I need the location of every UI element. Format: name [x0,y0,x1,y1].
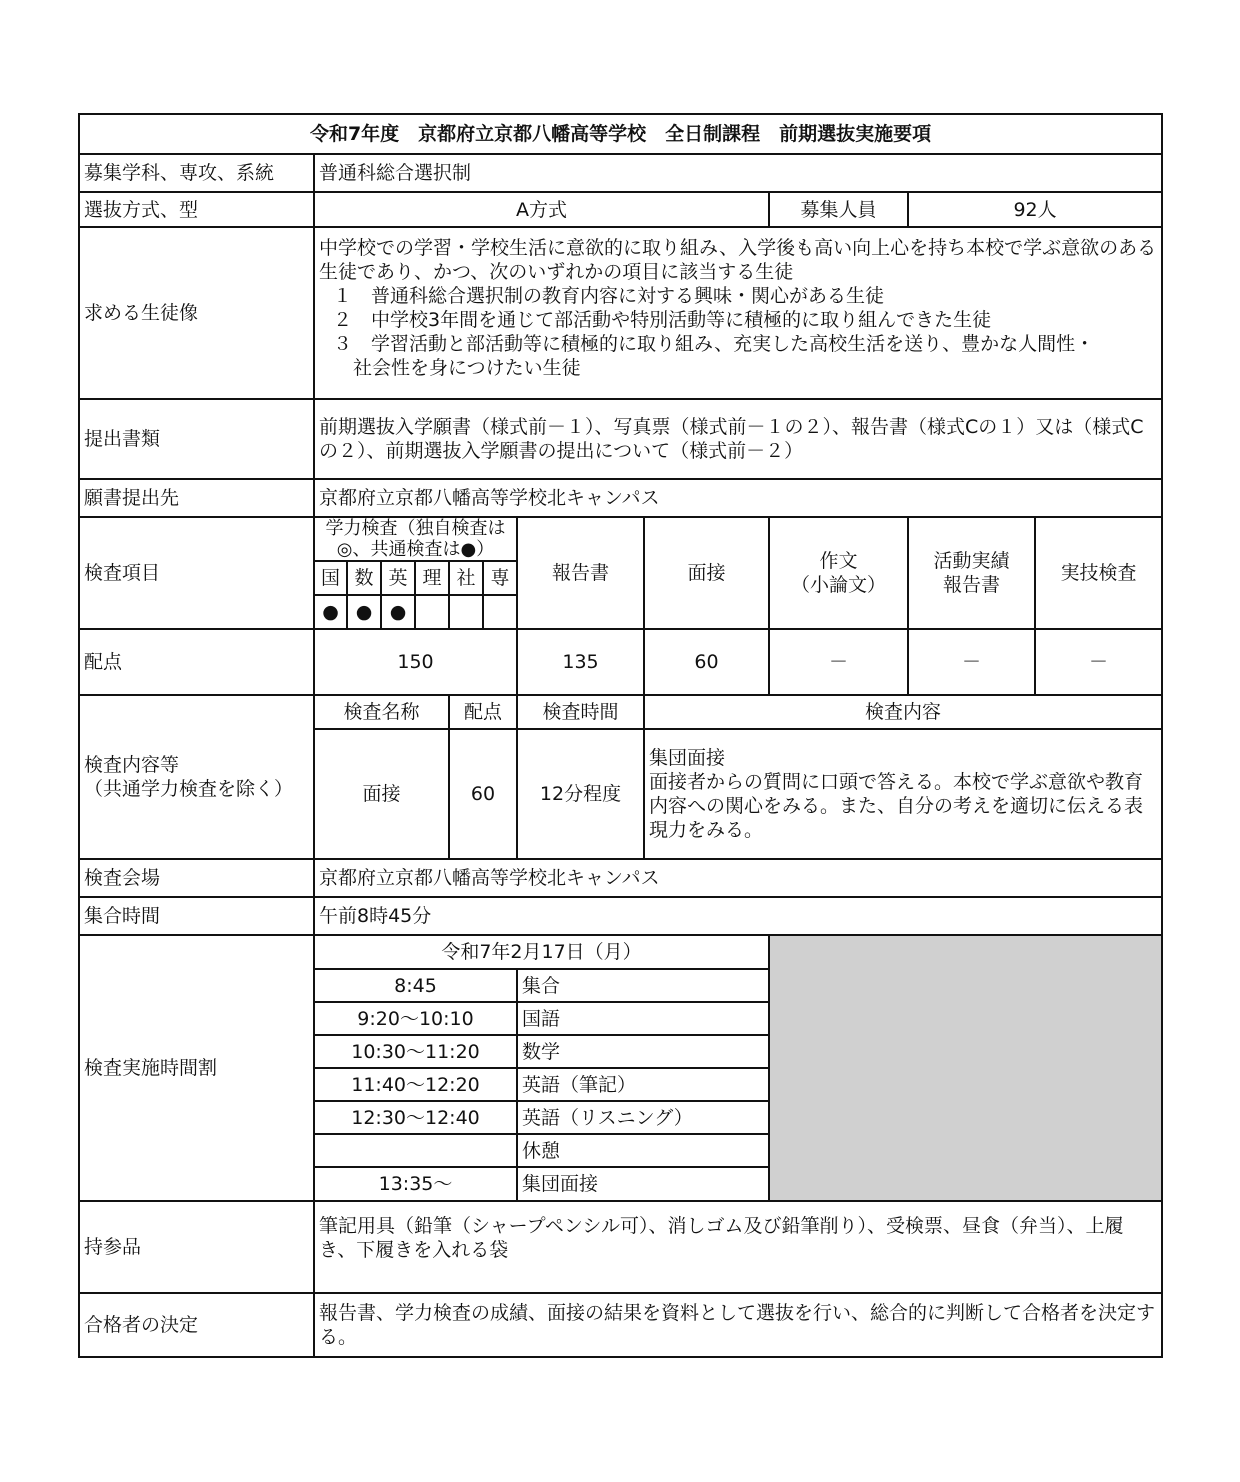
content-header-content: 検査内容 [644,695,1162,729]
row-method [79,192,1162,227]
activity-line2: 報告書 [942,574,1000,596]
subject-japanese: 国 [314,561,347,595]
subject-science: 理 [415,561,449,595]
points-academic: 150 [314,629,517,695]
content-name: 面接 [314,729,449,859]
schedule-event: 英語（リスニング） [517,1101,769,1134]
activity-header [908,517,1035,629]
ideal-intro: 中学校での学習・学校生活に意欲的に取り組み、入学後も高い向上心を持ち本校で学ぶ意欲のある生徒であり、かつ、次のいずれかの項目に該当する生徒 [319,237,1157,283]
ideal-item-3-cont: 社会性を身につけたい生徒 [353,357,581,379]
subject-english: 英 [381,561,415,595]
decision-value: 報告書、学力検査の成績、面接の結果を資料として選抜を行い、総合的に判断して合格者を決定する。 [314,1293,1162,1357]
mark-math: ● [347,595,381,629]
row-ideal-student [79,227,1162,399]
content-detail-line2: 面接者からの質問に口頭で答える。本校で学ぶ意欲や教育内容への関心をみる。また、自分の考えを適切に伝える表現力をみる。 [649,771,1144,841]
points-essay: － [769,629,908,695]
schedule-date: 令和7年2月17日（月） [314,935,769,969]
points-report: 135 [517,629,644,695]
mark-social [449,595,483,629]
belongings-value: 筆記用具（鉛筆（シャープペンシル可）、消しゴム及び鉛筆削り）、受検票、昼食（弁当）、上履き、下履きを入れる袋 [314,1201,1162,1293]
gather-value: 午前8時45分 [314,897,1162,935]
row-decision [79,1293,1162,1357]
row-belongings [79,1201,1162,1293]
subject-special: 専 [483,561,517,595]
row-department [79,154,1162,192]
report-header: 報告書 [517,517,644,629]
points-label: 配点 [79,629,314,695]
row-venue [79,859,1162,897]
schedule-time: 11:40～12:20 [314,1068,517,1101]
capacity-label: 募集人員 [769,192,908,227]
gather-label: 集合時間 [79,897,314,935]
capacity-value: 92人 [908,192,1162,227]
points-activity: － [908,629,1035,695]
points-practical: － [1035,629,1162,695]
method-value: A方式 [314,192,769,227]
content-time: 12分程度 [517,729,644,859]
row-content-header [79,695,1162,729]
schedule-time: 13:35～ [314,1167,517,1201]
content-detail-line1: 集団面接 [649,747,726,769]
schedule-time [314,1134,517,1167]
schedule-time: 8:45 [314,969,517,1002]
exam-guideline-table [78,113,1163,1358]
content-label-line2: （共通学力検査を除く） [84,778,294,800]
row-documents [79,399,1162,479]
schedule-blank-area [769,935,1162,1201]
activity-line1: 活動実績 [933,550,1010,572]
ideal-item-3: ３ 学習活動と部活動等に積極的に取り組み、充実した高校生活を送り、豊かな人間性・ [333,333,1095,355]
content-header-name: 検査名称 [314,695,449,729]
schedule-event: 集合 [517,969,769,1002]
ideal-label: 求める生徒像 [79,227,314,399]
mark-special [483,595,517,629]
schedule-event: 休憩 [517,1134,769,1167]
department-label: 募集学科、専攻、系統 [79,154,314,192]
ideal-value [314,227,1162,399]
content-header-points: 配点 [449,695,517,729]
row-points [79,629,1162,695]
exam-items-label: 検査項目 [79,517,314,629]
points-interview: 60 [644,629,769,695]
ideal-item-1: １ 普通科総合選択制の教育内容に対する興味・関心がある生徒 [333,285,885,307]
document-title: 令和7年度 京都府立京都八幡高等学校 全日制課程 前期選抜実施要項 [79,114,1162,154]
venue-value: 京都府立京都八幡高等学校北キャンパス [314,859,1162,897]
schedule-event: 英語（筆記） [517,1068,769,1101]
practical-header: 実技検査 [1035,517,1162,629]
documents-label: 提出書類 [79,399,314,479]
document [78,113,1161,1358]
essay-header [769,517,908,629]
row-gather [79,897,1162,935]
schedule-time: 9:20～10:10 [314,1002,517,1035]
submit-to-value: 京都府立京都八幡高等学校北キャンパス [314,479,1162,517]
mark-science [415,595,449,629]
schedule-time: 12:30～12:40 [314,1101,517,1134]
ideal-item-2: ２ 中学校3年間を通じて部活動や特別活動等に積極的に取り組んできた生徒 [333,309,992,331]
content-label [79,695,314,859]
venue-label: 検査会場 [79,859,314,897]
method-label: 選抜方式、型 [79,192,314,227]
content-label-line1: 検査内容等 [84,754,180,776]
interview-header: 面接 [644,517,769,629]
schedule-event: 数学 [517,1035,769,1068]
mark-japanese: ● [314,595,347,629]
row-schedule-date [79,935,1162,969]
subject-social: 社 [449,561,483,595]
subject-math: 数 [347,561,381,595]
schedule-label: 検査実施時間割 [79,935,314,1201]
academic-header: 学力検査（独自検査は◎、共通検査は●） [314,517,517,561]
submit-to-label: 願書提出先 [79,479,314,517]
schedule-time: 10:30～11:20 [314,1035,517,1068]
row-submit-to [79,479,1162,517]
mark-english: ● [381,595,415,629]
department-value: 普通科総合選択制 [314,154,1162,192]
belongings-label: 持参品 [79,1201,314,1293]
documents-value: 前期選抜入学願書（様式前－１）、写真票（様式前－１の２）、報告書（様式Cの１）又は（様式Cの２）、前期選抜入学願書の提出について（様式前－２） [314,399,1162,479]
essay-line2: （小論文） [790,574,886,596]
row-exam-items [79,517,1162,561]
content-header-time: 検査時間 [517,695,644,729]
content-points: 60 [449,729,517,859]
decision-label: 合格者の決定 [79,1293,314,1357]
schedule-event: 国語 [517,1002,769,1035]
content-detail [644,729,1162,859]
schedule-event: 集団面接 [517,1167,769,1201]
essay-line1: 作文 [819,550,858,572]
